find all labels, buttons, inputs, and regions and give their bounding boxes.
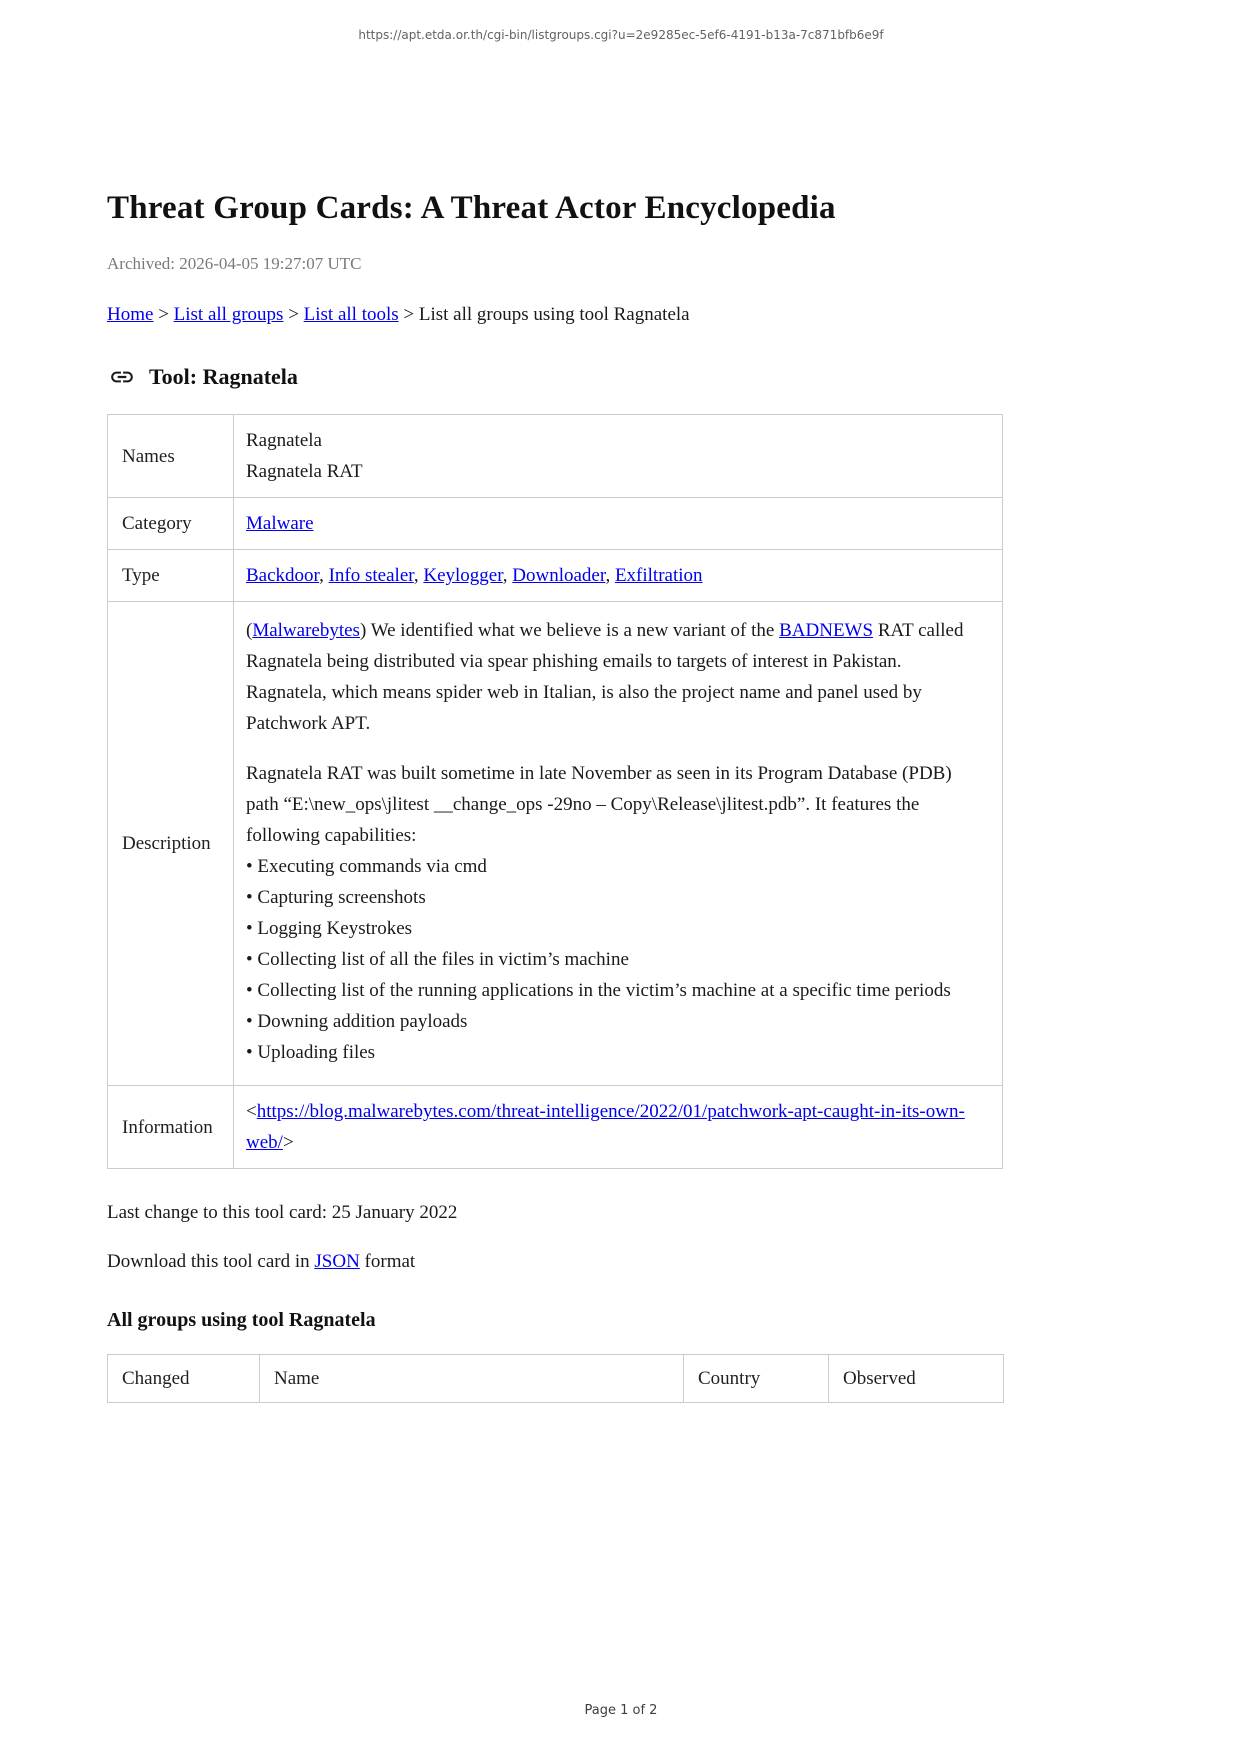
category-label: Category bbox=[108, 498, 234, 550]
description-bullet-list bbox=[246, 851, 986, 1068]
groups-heading: All groups using tool Ragnatela bbox=[107, 1309, 376, 1331]
description-paragraph-1: (Malwarebytes) We identified what we believe is a new variant of the BADNEWS RAT called Ragnatela being distributed via spear phishing emails to targets of interest in Pakistan. Ragnatela, which means spider web in Italian, is also the project name and panel used by Patchwork APT. bbox=[246, 620, 964, 734]
groups-header-name: Name bbox=[260, 1355, 684, 1403]
table-row bbox=[108, 415, 1003, 498]
name-line: Ragnatela RAT bbox=[246, 461, 363, 482]
page-content bbox=[107, 0, 1003, 1403]
archived-timestamp: Archived: 2026-04-05 19:27:07 UTC bbox=[107, 254, 362, 273]
type-keylogger-link[interactable]: Keylogger bbox=[423, 565, 503, 586]
name-line: Ragnatela bbox=[246, 430, 322, 451]
bullet-item: • Uploading files bbox=[246, 1042, 376, 1063]
bullet-item: • Collecting list of the running applications in the victim’s machine at a specific time periods bbox=[246, 980, 951, 1001]
download-line: Download this tool card in JSON format bbox=[107, 1251, 416, 1272]
print-header-url: https://apt.etda.or.th/cgi-bin/listgroups.cgi?u=2e9285ec-5ef6-4191-b13a-7c871bfb6e9f bbox=[358, 28, 884, 42]
names-label: Names bbox=[108, 415, 234, 498]
table-row bbox=[108, 1086, 1003, 1169]
description-label: Description bbox=[108, 602, 234, 1086]
bullet-item: • Collecting list of all the files in victim’s machine bbox=[246, 949, 629, 970]
link-chain-icon[interactable] bbox=[107, 364, 137, 390]
type-info-stealer-link[interactable]: Info stealer bbox=[328, 565, 414, 586]
tool-heading-label: Tool: Ragnatela bbox=[149, 364, 298, 389]
type-downloader-link[interactable]: Downloader bbox=[512, 565, 606, 586]
information-label: Information bbox=[108, 1086, 234, 1169]
badnews-link[interactable]: BADNEWS bbox=[779, 620, 874, 641]
table-row bbox=[108, 550, 1003, 602]
type-label: Type bbox=[108, 550, 234, 602]
malwarebytes-link[interactable]: Malwarebytes bbox=[252, 620, 360, 641]
groups-header-changed: Changed bbox=[108, 1355, 260, 1403]
page-title: Threat Group Cards: A Threat Actor Encyclopedia bbox=[107, 190, 836, 226]
category-value bbox=[234, 498, 1003, 550]
json-download-link[interactable]: JSON bbox=[314, 1251, 360, 1272]
page-number: Page 1 of 2 bbox=[584, 1703, 658, 1718]
groups-header-observed: Observed bbox=[829, 1355, 1004, 1403]
description-paragraph-2: Ragnatela RAT was built sometime in late November as seen in its Program Database (PDB) path “E:\new_ops\jlitest __change_ops -29no – Copy\Release\jlitest.pdb”. It features the following capabilities: bbox=[246, 763, 952, 846]
last-change-text: Last change to this tool card: 25 January 2022 bbox=[107, 1202, 458, 1223]
tool-card-table bbox=[107, 414, 1003, 1169]
description-value bbox=[234, 602, 1003, 1086]
breadcrumb-list-all-groups-link[interactable]: List all groups bbox=[173, 304, 284, 325]
breadcrumb-home-link[interactable]: Home bbox=[107, 304, 154, 325]
breadcrumb: Home > List all groups > List all tools > List all groups using tool Ragnatela bbox=[107, 304, 690, 325]
breadcrumb-list-all-tools-link[interactable]: List all tools bbox=[303, 304, 399, 325]
groups-header-country: Country bbox=[684, 1355, 829, 1403]
groups-table-header-row bbox=[108, 1355, 1004, 1403]
information-value: <https://blog.malwarebytes.com/threat-intelligence/2022/01/patchwork-apt-caught-in-its-own-web/> bbox=[234, 1086, 1003, 1169]
type-backdoor-link[interactable]: Backdoor bbox=[246, 565, 320, 586]
bullet-item: • Capturing screenshots bbox=[246, 887, 426, 908]
table-row bbox=[108, 602, 1003, 1086]
category-malware-link[interactable]: Malware bbox=[246, 513, 314, 534]
bullet-item: • Downing addition payloads bbox=[246, 1011, 468, 1032]
information-link[interactable]: https://blog.malwarebytes.com/threat-intelligence/2022/01/patchwork-apt-caught-in-its-own-web/ bbox=[246, 1101, 965, 1153]
type-value: Backdoor, Info stealer, Keylogger, Downloader, Exfiltration bbox=[234, 550, 1003, 602]
bullet-item: • Executing commands via cmd bbox=[246, 856, 487, 877]
tool-heading bbox=[107, 364, 1003, 390]
table-row bbox=[108, 498, 1003, 550]
bullet-item: • Logging Keystrokes bbox=[246, 918, 413, 939]
type-exfiltration-link[interactable]: Exfiltration bbox=[614, 565, 703, 586]
names-value bbox=[234, 415, 1003, 498]
groups-table bbox=[107, 1354, 1004, 1403]
